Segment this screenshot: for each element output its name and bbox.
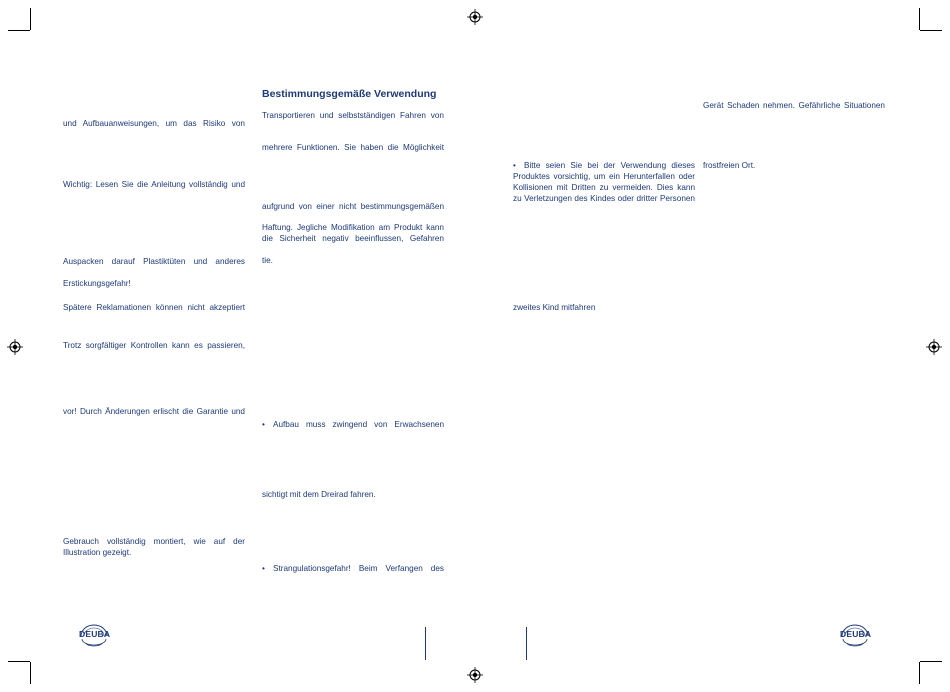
registration-mark-icon (926, 339, 942, 355)
bullet-item: • Strangulationsgefahr! Beim Verfangen des (262, 563, 444, 575)
text-line: zweites Kind mitfahren (513, 303, 596, 312)
text-line: Gebrauch vollständig montiert, wie auf der (63, 537, 245, 546)
text-line: die Sicherheit negativ beeinflussen, Gefahren (262, 234, 444, 243)
crop-mark (8, 661, 30, 662)
text-line: Trotz sorgfältiger Kontrollen kann es passieren, (63, 341, 245, 350)
page-divider (526, 627, 527, 660)
crop-mark (30, 8, 31, 30)
registration-mark-icon (467, 9, 483, 25)
text-line: Erstickungsgefahr! (63, 279, 131, 288)
text-line: Wichtig: Lesen Sie die Anleitung vollständig und (63, 180, 245, 189)
logo-text: DEUBA (840, 629, 872, 639)
registration-mark-icon (467, 667, 483, 683)
text-line: tie. (262, 256, 273, 265)
text-line: mehrere Funktionen. Sie haben die Möglichkeit (262, 143, 444, 152)
crop-mark (920, 661, 942, 662)
text-line: vor! Durch Änderungen erlischt die Garantie und (63, 407, 245, 416)
deuba-logo (839, 622, 871, 648)
crop-mark (919, 662, 920, 684)
logo-text: DEUBA (79, 629, 111, 639)
crop-mark (919, 8, 920, 30)
text-line: und Aufbauanweisungen, um das Risiko von (63, 119, 245, 128)
text-line: Spätere Reklamationen können nicht akzeptiert (63, 303, 245, 312)
text-line: aufgrund von einer nicht bestimmungsgemäßen (262, 202, 444, 211)
text-line: Gerät Schaden nehmen. Gefährliche Situationen (703, 101, 885, 110)
text-line: zu Verletzungen des Kindes oder dritter Personen (513, 194, 695, 203)
bullet-item: • Aufbau muss zwingend von Erwachsenen (262, 419, 444, 431)
section-heading: Bestimmungsgemäße Verwendung (262, 88, 437, 100)
page-divider (425, 627, 426, 660)
text-line: frostfreien Ort. (703, 161, 756, 170)
text-line: Haftung. Jegliche Modifikation am Produkt kann (262, 223, 444, 232)
crop-mark (8, 30, 30, 31)
bullet-item: • Bitte seien Sie bei der Verwendung dieses (513, 160, 695, 172)
text-line: Illustration gezeigt. (63, 548, 132, 557)
text-line: sichtigt mit dem Dreirad fahren. (262, 490, 376, 499)
deuba-logo (78, 622, 110, 648)
text-line: Auspacken darauf Plastiktüten und anderes (63, 257, 245, 266)
registration-mark-icon (7, 339, 23, 355)
text-line: Produktes vorsichtig, um ein Herunterfallen oder (513, 172, 695, 181)
crop-mark (30, 662, 31, 684)
text-line: Kollisionen mit Dritten zu vermeiden. Dies kann (513, 183, 695, 192)
crop-mark (920, 30, 942, 31)
text-line: Transportieren und selbstständigen Fahren von (262, 111, 444, 120)
